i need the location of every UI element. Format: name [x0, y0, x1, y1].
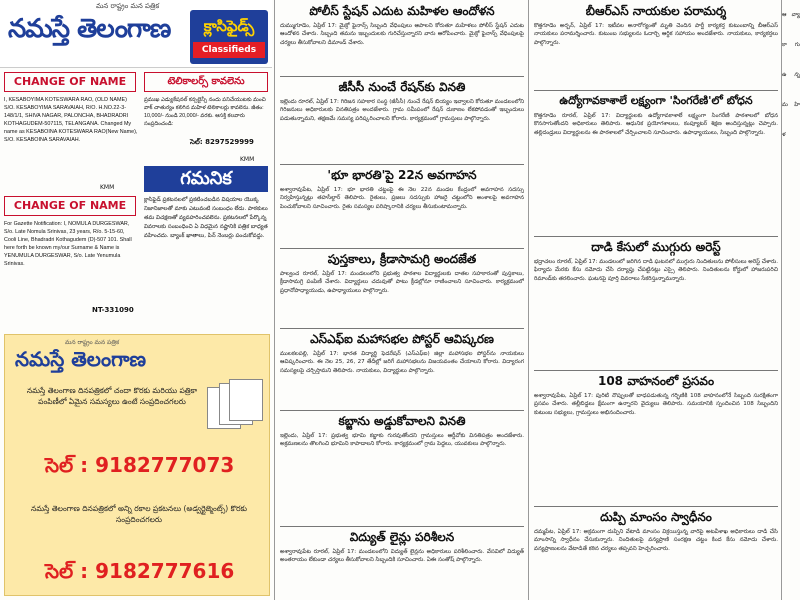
story-divider [280, 328, 524, 329]
ad-advertising-phone: సెల్ : 9182777616 [45, 559, 235, 583]
classifieds-masthead [0, 0, 272, 68]
story-headline: కబ్జాను అడ్డుకోవాలని వినతి [338, 414, 466, 428]
change-of-name-heading-1: CHANGE OF NAME [4, 72, 136, 92]
telecallers-heading: టెలికాలర్స్ కావలెను [144, 72, 268, 92]
story-body: కొత్తగూడెం అర్బన్, ఏప్రిల్ 17: ఇటీవల అనారోగ్యంతో మృతి చెందిన పార్టీ కార్యకర్త కుటుంబాన్ని బీఆర్ఎస్ నాయకులు పరామర్శించారు. కుటుంబ సభ్యులను ఓదార్చి ఆర్థిక సహాయం అందజేశారు. నాయకులు, కార్యకర్తలు పాల్గొన్నారు. [534, 23, 778, 46]
story-divider [534, 90, 778, 91]
story-headline: పుస్తకాలు, క్రీడాసామగ్రి అందజేత [327, 252, 477, 266]
story-headline: బీఆర్ఎస్ నాయకుల పరామర్శ [585, 4, 727, 18]
story-headline: 108 వాహనంలో ప్రసవం [597, 374, 715, 388]
telecallers-phone: సెల్: 8297529999 [190, 138, 254, 146]
story-headline: దుప్పి మాంసం స్వాధీనం [600, 510, 712, 524]
masthead-name: నమస్తే తెలంగాణ [8, 14, 171, 44]
masthead-tagline: మన రాష్ట్రం మన పత్రిక [96, 2, 160, 10]
change-of-name-heading-2: CHANGE OF NAME [4, 196, 136, 216]
story-body: భద్రాచలం రూరల్, ఏప్రిల్ 17: మండలంలో జరిగిన దాడి ఘటనలో ముగ్గురు నిందితులను పోలీసులు అరెస్ట్ చేశారు. ఫిర్యాదు మేరకు కేసు నమోదు చేసి దర్యాప్తు చేపట్టినట్లు ఎస్సై తెలిపారు. నిందితులను కోర్టులో హాజరుపరిచి రిమాండ్‌కు తరలించారు. ఘటనపై పూర్తి వివరాలు సేకరిస్తున్నామన్నారు. [534, 259, 778, 282]
ad-tagline: మన రాష్ట్రం మన పత్రిక [65, 339, 120, 346]
story-body: అశ్వారావుపేట, ఏప్రిల్ 17: పురిటి నొప్పులతో బాధపడుతున్న గర్భిణికి 108 వాహనంలోనే సిబ్బంది సురక్షితంగా ప్రసవం చేశారు. తల్లీబిడ్డలు క్షేమంగా ఉన్నారని వైద్యులు తెలిపారు. సమయానికి స్పందించిన 108 సిబ్బందిని కుటుంబ సభ్యులు, గ్రామస్తులు అభినందించారు. [534, 393, 778, 416]
story-body: ఇల్లెందు రూరల్, ఏప్రిల్ 17: గిరిజన సహకార సంస్థ (జీసీసీ) నుంచే రేషన్ బియ్యం ఇవ్వాలని కోరుతూ మండలంలోని గిరిజనులు అధికారులకు వినతిపత్రం అందజేశారు. గ్రామ సమీపంలో రేషన్ దుకాణం లేకపోవడంతో ఇబ్బందులు పడుతున్నామని, తక్షణమే సమస్య పరిష్కరించాలని కోరారు. కార్యక్రమంలో గ్రామస్తులు పాల్గొన్నారు. [280, 99, 524, 122]
subscription-ad [4, 334, 270, 596]
story-body: కొత్తగూడెం రూరల్, ఏప్రిల్ 17: విద్యార్థులకు ఉద్యోగావకాశాలే లక్ష్యంగా సింగరేణి పాఠశాలలో బోధన కొనసాగుతోందని అధికారులు తెలిపారు. ఆధునిక ప్రయోగశాలలు, కంప్యూటర్ శిక్షణ అందిస్తున్నట్లు చెప్పారు. తల్లిదండ్రులు విద్యార్థులను ఈ పాఠశాలలో చేర్పించాలని సూచించారు. ఉపాధ్యాయులు, సిబ్బంది పాల్గొన్నారు. [534, 113, 778, 136]
story-divider [280, 526, 524, 527]
ad-advertising-text: నమస్తే తెలంగాణ దినపత్రికలో అన్ని రకాల ప్రకటనలు (అడ్వర్టైజ్మెంట్స్) కొరకు సంప్రదించగలరు [30, 504, 248, 524]
story-body: ములకలపల్లి, ఏప్రిల్ 17: భారత విద్యార్థి ఫెడరేషన్ (ఎస్ఎఫ్ఐ) జిల్లా మహాసభల పోస్టర్‌ను నాయకులు ఆవిష్కరించారు. ఈ నెల 25, 26, 27 తేదీల్లో జరిగే మహాసభలను విజయవంతం చేయాలని కోరారు. విద్యారంగ సమస్యలపై చర్చిస్తామని తెలిపారు. నాయకులు, విద్యార్థులు పాల్గొన్నారు. [280, 351, 524, 374]
notice-body: క్లాసిఫైడ్ ప్రకటనలలో ప్రకటించబడిన విషయాల యొక్క నిజానిజాలతో మాకు ఎటువంటి సంబంధం లేదు. పాఠకులు తమ విచక్షణతో వ్యవహరించవలెను. ప్రకటనలలో పేర్కొన్న వివరాలకు సంబంధించి ఏ విధమైన నష్టానికి పత్రిక బాధ్యత వహించదు. బ్యాంక్ ఖాతాలు, పిన్ నెంబర్లు పంచుకోవద్దు. [144, 197, 268, 239]
story-body: అశ్వారావుపేట రూరల్, ఏప్రిల్ 17: మండలంలోని విద్యుత్ లైన్లను అధికారులు పరిశీలించారు. వేసవిలో విద్యుత్ అంతరాయం లేకుండా చర్యలు తీసుకోవాలని సిబ్బందికి సూచించారు. ఏఈ సంతోష్ పాల్గొన్నారు. [280, 549, 524, 564]
adjacent-column-fragment: ఆ వ్యా కా గు ఉ న్న మ హి ళ [782, 12, 800, 138]
story-headline: విద్యుత్ లైన్లు పరిశీలన [349, 530, 455, 544]
story-body: దుమ్ముగూడెం, ఏప్రిల్ 17: మైక్రో ఫైనాన్స్ సిబ్బంది వేధింపులు ఆపాలని కోరుతూ మహిళలు పోలీస్ స్టేషన్ ఎదుట ఆందోళన చేశారు. సిబ్బంది తమను ఇబ్బందులకు గురిచేస్తున్నారని వారు ఆరోపించారు. మైక్రో ఫైనాన్స్ వేధింపులపై చర్యలు తీసుకోవాలని డిమాండ్ చేశారు. [280, 23, 524, 46]
change-of-name-notice-2: For Gazette Notification: I, NOMULA DURGESWAR, S/o. Late Nomula Srinivas, 23 years, R/o. 5-15-60, Cooli Line, Bhadradri Kothagudem (D)-507 101. Shall here forth be known my/our Surname & Name is YENUMULA DURGESWAR, S/o. Late Yenumula Srinivas. [4, 221, 132, 267]
story-headline: జీసీసీ నుంచే రేషన్‌కు వినతి [338, 80, 466, 94]
story-body: దమ్మపేట, ఏప్రిల్ 17: అక్రమంగా దుప్పిని వేటాడి మాంసం విక్రయిస్తున్న వారిపై అటవీశాఖ అధికారులు దాడి చేసి మాంసాన్ని స్వాధీనం చేసుకున్నారు. నిందితులపై వన్యప్రాణి సంరక్షణ చట్టం కింద కేసు నమోదు చేశారు. వన్యప్రాణులను వేటాడితే కఠిన చర్యలు తప్పవని హెచ్చరించారు. [534, 529, 778, 552]
story-divider [280, 164, 524, 165]
change-of-name-notice-1: I, KESABOYIMA KOTESWARA RAO, (OLD NAME) S/O. KESABOYIMA SARAVAIAH, R/O. H.NO.22-3-148/1/1, SHIVA NAGAR, PALONCHA, BHADRADRI KOTHAGUDEM-507115, TELANGANA. Changed My name as KESABOINA KOTESWARA RAO(New Name), S/O. KESABOINA SARAVAIAH. [4, 97, 138, 143]
newspaper-stack-icon [207, 379, 263, 429]
classifieds-badge [190, 10, 268, 64]
notice-heading: గమనిక [144, 166, 268, 192]
story-headline: పోలీస్ స్టేషన్ ఎదుట మహిళల ఆందోళన [309, 4, 495, 18]
story-divider [534, 370, 778, 371]
classifieds-badge-english: Classifieds [193, 42, 265, 58]
classifieds-badge-telugu: క్లాసిఫైడ్స్ [203, 17, 255, 35]
story-divider [280, 248, 524, 249]
notice-code-2: NT-331090 [92, 306, 134, 314]
story-body: అశ్వారావుపేట, ఏప్రిల్ 17: భూ భారతి చట్టంపై ఈ నెల 22న మండల కేంద్రంలో అవగాహన సదస్సు నిర్వహిస్తున్నట్లు తహసీల్దార్ తెలిపారు. రైతులు, ప్రజలు సదస్సుకు హాజరై చట్టంలోని అంశాలపై అవగాహన పెంచుకోవాలని సూచించారు. రైతు సమస్యల పరిష్కారానికి చర్యలు తీసుకుంటామన్నారు. [280, 187, 524, 210]
story-headline: ఉద్యోగావకాశాలే లక్ష్యంగా 'సింగరేణి'లో బోధన [559, 94, 753, 107]
ad-subscription-text: నమస్తే తెలంగాణ దినపత్రికలో చందా కొరకు మరియు పత్రికా పంపిణీలో ఏమైన సమస్యలు ఉంటే సంప్రదించగలరు [26, 386, 198, 406]
story-divider [534, 506, 778, 507]
telecallers-code: KMM [240, 156, 255, 163]
story-body: పాల్వంచ రూరల్, ఏప్రిల్ 17: మండలంలోని ప్రభుత్వ పాఠశాల విద్యార్థులకు దాతల సహకారంతో పుస్తకాలు, క్రీడాసామగ్రి పంపిణీ చేశారు. విద్యార్థులు చదువుతో పాటు క్రీడల్లోనూ రాణించాలని సూచించారు. కార్యక్రమంలో ప్రధానోపాధ్యాయుడు, ఉపాధ్యాయులు పాల్గొన్నారు. [280, 271, 524, 294]
ad-title: నమస్తే తెలంగాణ [15, 347, 147, 371]
story-headline: ఎస్ఎఫ్ఐ మహాసభల పోస్టర్ ఆవిష్కరణ [310, 332, 494, 346]
telecallers-body: ప్రముఖ ఎడ్యుకేషనల్ కన్సల్టెన్సీ నందు పనిచేయుటకు మంచి వాక్ చాతుర్యం కలిగిన మహిళ టెలికాలర్లు కావలెను. జీతం: 10,000/- నుండి 20,000/- వరకు. ఆసక్తి కలవారు సంప్రదించండి: [144, 97, 266, 127]
story-headline: 'భూ భారతి'పై 22న అవగాహన [327, 168, 477, 182]
story-headline: దాడి కేసులో ముగ్గురు అరెస్ట్ [591, 240, 721, 254]
story-divider [534, 236, 778, 237]
story-divider [280, 410, 524, 411]
ad-subscription-phone: సెల్ : 9182777073 [45, 453, 235, 477]
notice-code-1: KMM [100, 184, 115, 191]
story-divider [280, 76, 524, 77]
story-body: ఇల్లెందు, ఏప్రిల్ 17: ప్రభుత్వ భూమి కబ్జాకు గురవుతోందని గ్రామస్తులు ఆర్డీవోకు వినతిపత్రం అందజేశారు. అక్రమణలను తొలగించి భూమిని కాపాడాలని కోరారు. కార్యక్రమంలో గ్రామ పెద్దలు, యువకులు పాల్గొన్నారు. [280, 433, 524, 448]
